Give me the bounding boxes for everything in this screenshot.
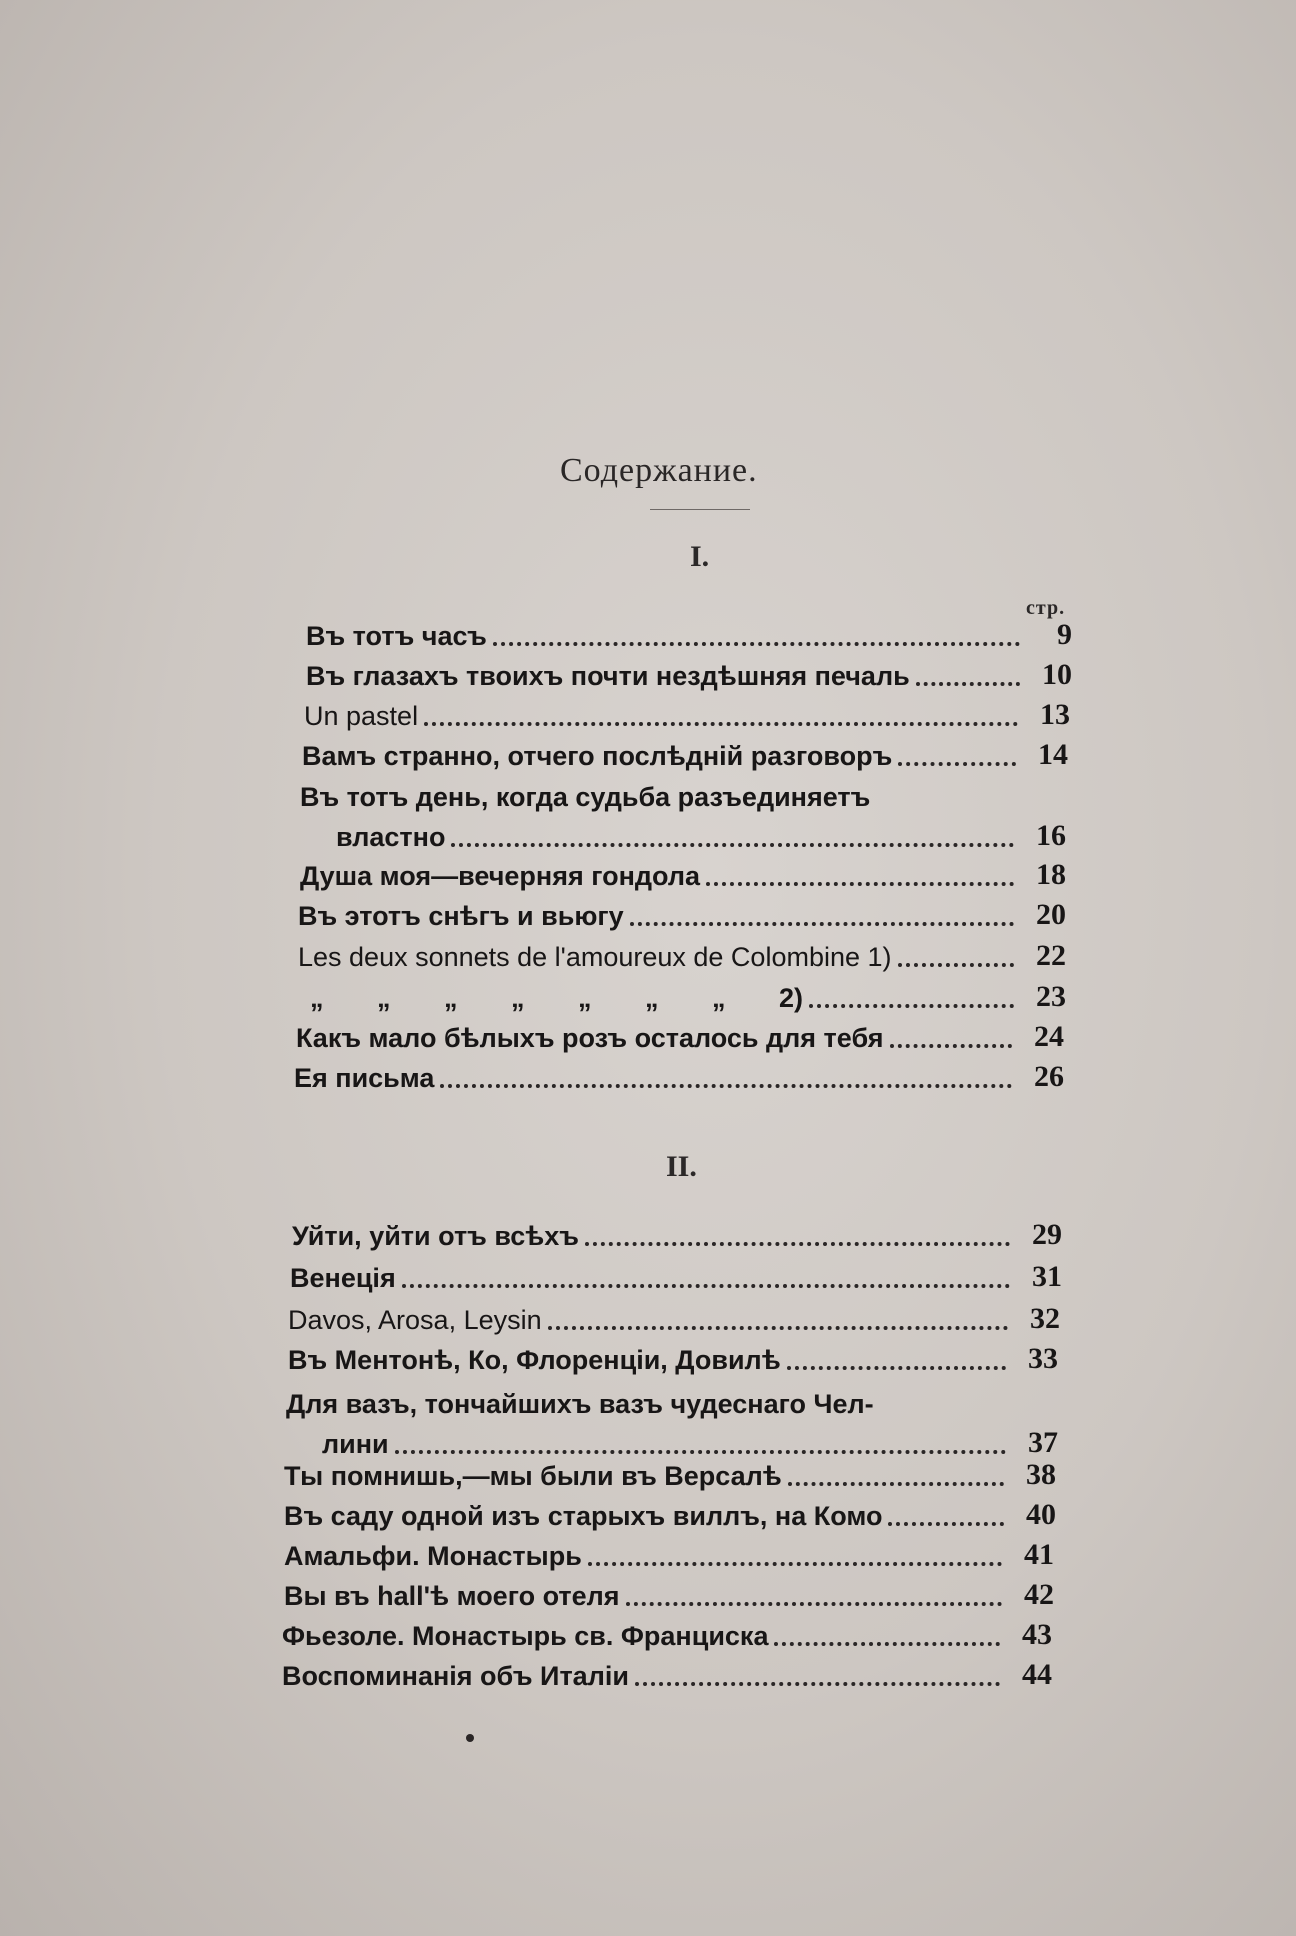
page-column-label: стр. — [1026, 597, 1066, 619]
toc-entry — [284, 1532, 1054, 1572]
toc-entry-page: 40 — [1026, 1498, 1056, 1531]
toc-entry-title: Душа моя—вечерняя гондола — [300, 861, 701, 891]
toc-entry — [298, 892, 1066, 932]
toc-entry — [296, 1014, 1064, 1054]
leader-dots — [888, 1522, 1004, 1526]
toc-entry-title: Въ этотъ снѣгъ и вьюгу — [298, 901, 624, 931]
toc-entry-page: 22 — [1036, 939, 1066, 972]
leader-dots — [451, 843, 1014, 847]
leader-dots — [774, 1642, 1000, 1646]
toc-entry-title: Въ Ментонѣ, Ко, Флоренціи, Довилѣ — [288, 1345, 781, 1375]
leader-dots — [548, 1326, 1008, 1330]
toc-entry-page: 43 — [1022, 1618, 1052, 1651]
leader-dots — [493, 642, 1020, 646]
toc-entry-page: 13 — [1040, 698, 1070, 731]
toc-entry — [282, 1652, 1052, 1692]
toc-entry — [292, 1212, 1062, 1252]
part-two-numeral: II. — [666, 1150, 697, 1183]
toc-entry — [294, 1054, 1064, 1094]
toc-entry-title: Ея письма — [294, 1063, 435, 1093]
leader-dots — [890, 1044, 1012, 1048]
leader-dots — [706, 882, 1014, 886]
toc-entry — [302, 732, 1068, 772]
toc-entry — [306, 612, 1072, 652]
toc-entry-page: 31 — [1032, 1260, 1062, 1293]
toc-entry-title: Davos, Arosa, Leysin — [288, 1305, 542, 1335]
toc-entry-title: Амальфи. Монастырь — [284, 1541, 582, 1571]
toc-entry-title: Венеція — [290, 1263, 396, 1293]
toc-entry-title: Въ тотъ часъ — [306, 621, 487, 651]
toc-entry-title: Въ саду одной изъ старыхъ виллъ, на Комо — [284, 1501, 883, 1531]
leader-dots — [424, 722, 1018, 726]
toc-entry-title: Вы въ hall'ѣ моего отеля — [284, 1581, 620, 1611]
toc-entry-page: 42 — [1024, 1578, 1054, 1611]
toc-entry — [284, 1572, 1054, 1612]
leader-dots — [402, 1284, 1010, 1288]
toc-entry-title: Уйти, уйти отъ всѣхъ — [292, 1221, 579, 1251]
toc-entry-page: 23 — [1036, 980, 1066, 1013]
toc-entry — [284, 1492, 1056, 1532]
toc-entry-page: 26 — [1034, 1060, 1064, 1093]
toc-entry-page: 24 — [1034, 1020, 1064, 1053]
leader-dots — [787, 1366, 1006, 1370]
part-one-numeral: I. — [690, 540, 710, 573]
title-rule — [650, 509, 750, 510]
leader-dots — [630, 922, 1014, 926]
toc-entry — [298, 933, 1066, 973]
leader-dots — [898, 963, 1014, 967]
toc-entry-page: 33 — [1028, 1342, 1058, 1375]
toc-entry — [306, 652, 1072, 692]
toc-entry-page: 37 — [1028, 1426, 1058, 1459]
leader-dots — [635, 1682, 1000, 1686]
toc-entry-title: Les deux sonnets de l'amoureux de Colombine 1) — [298, 942, 892, 972]
toc-entry-title: Un pastel — [304, 701, 419, 731]
toc-entry — [300, 852, 1066, 892]
toc-entry — [282, 1612, 1052, 1652]
toc-entry-page: 10 — [1042, 658, 1072, 691]
toc-entry — [284, 1452, 1056, 1492]
toc-entry — [310, 974, 1066, 1014]
leader-dots — [809, 1004, 1014, 1008]
toc-entry-page: 14 — [1038, 738, 1068, 771]
leader-dots — [898, 762, 1016, 766]
toc-entry-page: 29 — [1032, 1218, 1062, 1251]
leader-dots — [788, 1482, 1004, 1486]
toc-entry-title: Въ тотъ день, когда судьба разъединяетъ — [300, 782, 871, 812]
toc-entry-page: 38 — [1026, 1458, 1056, 1491]
toc-entry-title: Въ глазахъ твоихъ почти нездѣшняя печаль — [306, 661, 910, 691]
toc-entry-title: „ „ „ „ „ „ „ 2) — [310, 983, 804, 1013]
toc-entry — [290, 1254, 1062, 1294]
toc-entry-title-continued: лини — [322, 1429, 389, 1459]
toc-entry — [286, 1380, 1058, 1460]
leader-dots — [916, 682, 1020, 686]
leader-dots — [588, 1562, 1002, 1566]
toc-entry-title: Фьезоле. Монастырь св. Франциска — [282, 1621, 769, 1651]
ink-spot — [466, 1734, 474, 1742]
toc-entry-title: Для вазъ, тончайшихъ вазъ чудеснаго Чел- — [286, 1389, 874, 1419]
toc-entry-title: Какъ мало бѣлыхъ розъ осталось для тебя — [296, 1023, 884, 1053]
toc-entry-page: 44 — [1022, 1658, 1052, 1691]
toc-entry-page: 16 — [1036, 819, 1066, 852]
toc-entry — [288, 1296, 1060, 1336]
page-title: Содержание. — [560, 452, 758, 489]
leader-dots — [626, 1602, 1002, 1606]
toc-entry — [288, 1336, 1058, 1376]
toc-entry-title-continued: властно — [336, 822, 446, 852]
toc-entry-page: 18 — [1036, 858, 1066, 891]
leader-dots — [585, 1242, 1010, 1246]
leader-dots — [440, 1084, 1012, 1088]
toc-entry — [304, 692, 1070, 732]
toc-entry-title: Вамъ странно, отчего послѣдній разговоръ — [302, 741, 893, 771]
toc-entry-title: Воспоминанія объ Италіи — [282, 1661, 629, 1691]
toc-entry — [300, 773, 1066, 853]
toc-entry-page: 41 — [1024, 1538, 1054, 1571]
toc-entry-page: 32 — [1030, 1302, 1060, 1335]
toc-entry-page: 9 — [1057, 618, 1072, 651]
toc-entry-page: 20 — [1036, 898, 1066, 931]
toc-entry-title: Ты помнишь,—мы были въ Версалѣ — [284, 1461, 782, 1491]
